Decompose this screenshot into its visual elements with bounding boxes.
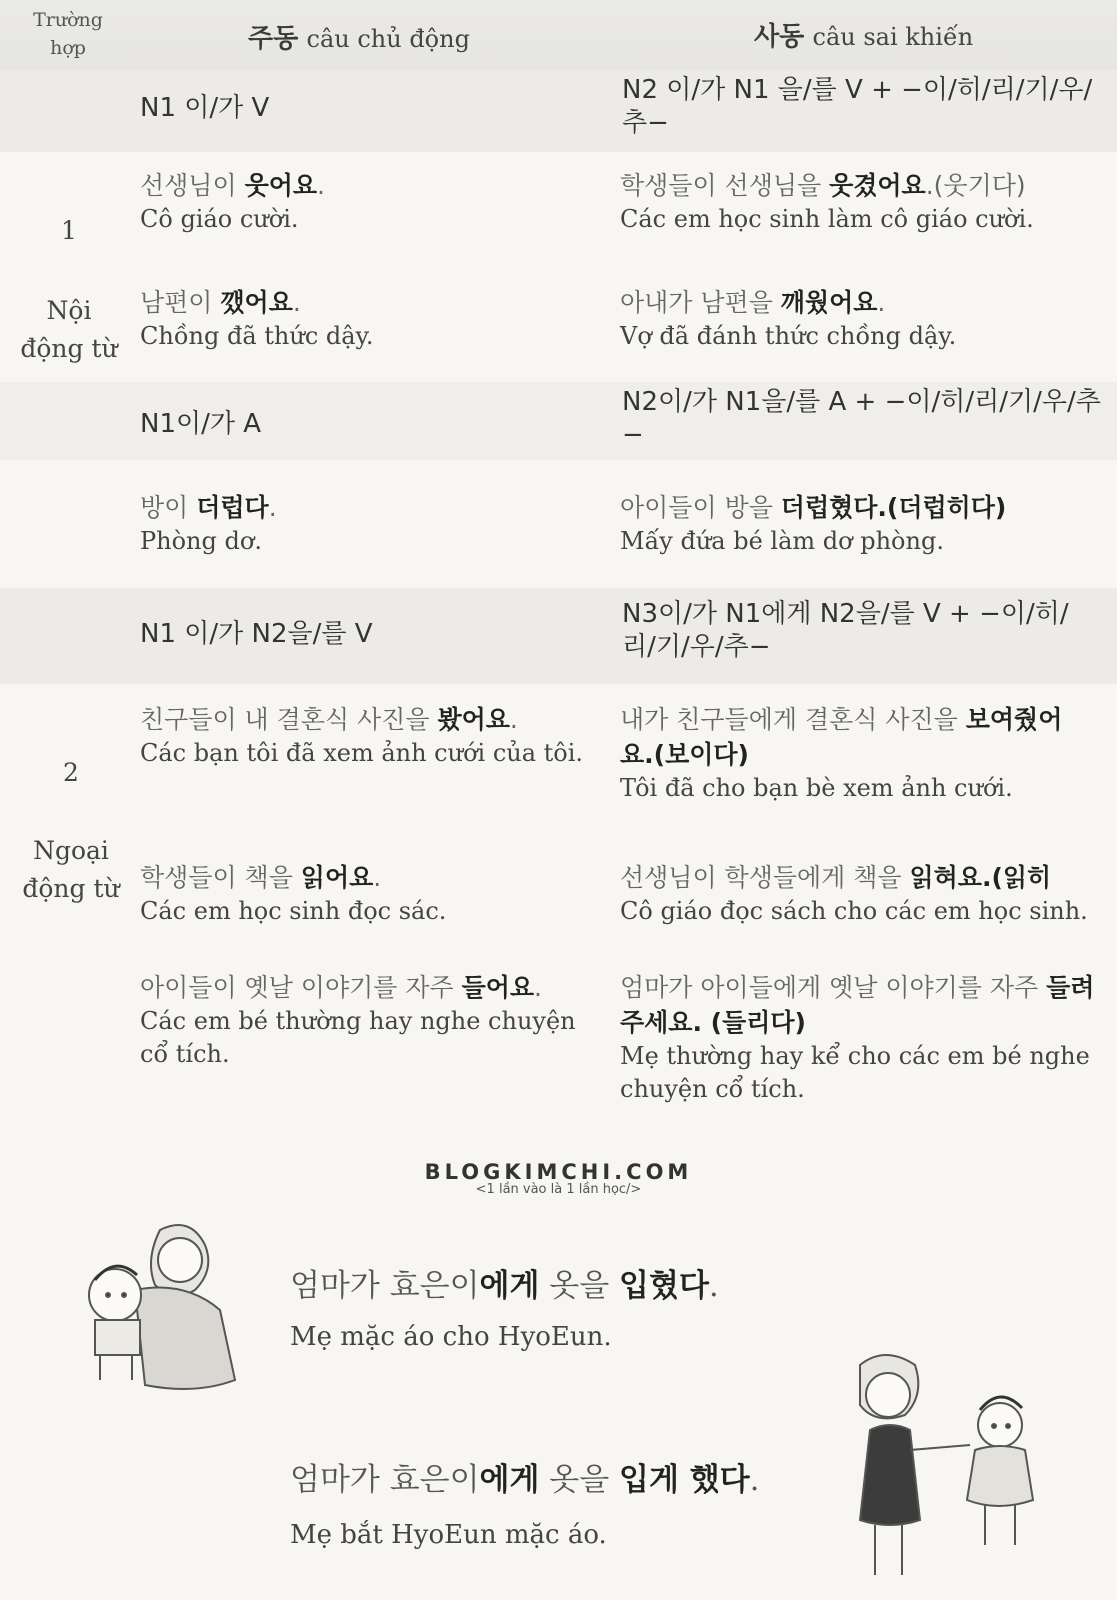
example-causative: 엄마가 아이들에게 옛날 이야기를 자주 들려주세요. (들리다) Mẹ thường hay kể cho các em bé nghe chuyện cổ tích.	[620, 973, 1095, 1103]
brand-block	[0, 1160, 1117, 1197]
example-active: 아이들이 옛날 이야기를 자주 들어요. Các em bé thường hay nghe chuyện cổ tích.	[140, 973, 576, 1068]
formula-intransitive: N1 이/가 V	[140, 93, 270, 123]
causative-column-header: 사동 câu sai khiến	[754, 22, 974, 52]
footer-example-b-vietnamese: Mẹ bắt HyoEun mặc áo.	[290, 1520, 607, 1550]
example-active: 친구들이 내 결혼식 사진을 봤어요. Các bạn tôi đã xem ảnh cưới của tôi.	[140, 705, 584, 767]
table-header	[0, 0, 1117, 70]
example-causative: 학생들이 선생님을 웃겼어요.(웃기다) Các em học sinh làm cô giáo cười.	[620, 171, 1034, 233]
mother-dressing-child-illustration	[40, 1200, 250, 1410]
example-active: 방이 더럽다. Phòng dơ.	[140, 493, 277, 555]
footer-example-a-korean: 엄마가 효은이에게 옷을 입혔다.	[290, 1268, 719, 1304]
example-causative: 내가 친구들에게 결혼식 사진을 보여줬어요.(보이다) Tôi đã cho bạn bè xem ảnh cưới.	[620, 705, 1063, 802]
brand-tagline: <1 lần vào là 1 lần học/>	[475, 1182, 642, 1197]
example-active: 선생님이 웃어요. Cô giáo cười.	[140, 171, 325, 233]
formula-intransitive-causative: N2 이/가 N1 을/를 V + −이/히/리/기/우/추−	[622, 75, 1093, 138]
example-active: 학생들이 책을 읽어요. Các em học sinh đọc sác.	[140, 863, 447, 925]
formula-transitive: N1 이/가 N2을/를 V	[140, 619, 373, 649]
case-column-header: Trường hợp	[33, 9, 103, 59]
mother-makes-child-dress-illustration	[840, 1340, 1060, 1590]
example-causative: 아이들이 방을 더럽혔다.(더럽히다) Mấy đứa bé làm dơ phòng.	[620, 493, 1007, 555]
case-number: 2	[63, 758, 79, 787]
case-number: 1	[61, 216, 77, 245]
example-active: 남편이 깼어요. Chồng đã thức dậy.	[140, 288, 374, 350]
formula-adjective-causative: N2이/가 N1을/를 A + −이/히/리/기/우/추−	[622, 387, 1101, 450]
brand-name: BLOGKIMCHI.COM	[424, 1160, 693, 1184]
formula-adjective: N1이/가 A	[140, 409, 262, 439]
example-causative: 아내가 남편을 깨웠어요. Vợ đã đánh thức chồng dậy.	[620, 288, 957, 350]
active-column-header: 주동 câu chủ động	[248, 24, 470, 54]
example-causative: 선생님이 학생들에게 책을 읽혀요.(읽히 Cô giáo đọc sách cho các em học sinh.	[620, 863, 1088, 925]
formula-transitive-causative: N3이/가 N1에게 N2을/를 V + −이/히/리/기/우/추−	[622, 599, 1069, 662]
footer-example-a-vietnamese: Mẹ mặc áo cho HyoEun.	[290, 1322, 612, 1352]
footer-example-b-korean: 엄마가 효은이에게 옷을 입게 했다.	[290, 1462, 760, 1498]
case-label: Nội động từ	[20, 296, 118, 363]
case-label: Ngoại động từ	[22, 836, 120, 903]
